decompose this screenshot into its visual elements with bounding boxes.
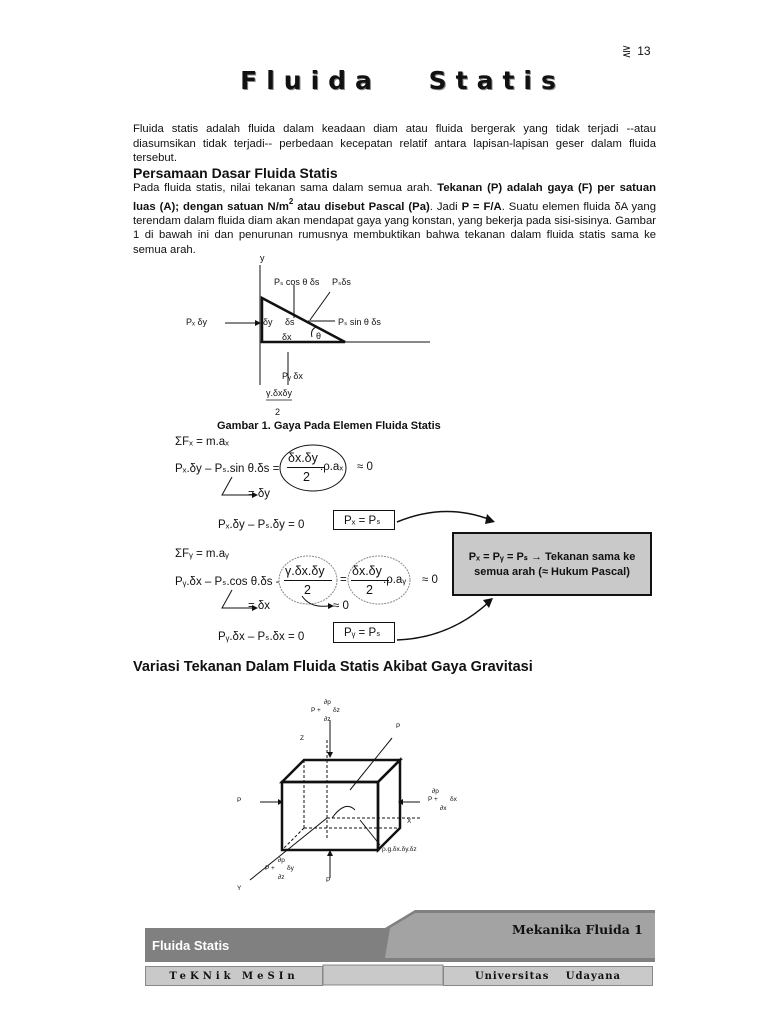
intro-paragraph: Fluida statis adalah fluida dalam keadaan diam atau fluida bergerak yang tidak terjadi --atau diasumsikan tidak terjadi-- perbedaan kecepatan relatif antara lapisan-lapisan geser dalam fluida tersebut. [133,123,656,164]
fig2-p-left: P [237,797,242,804]
page-number: ⋛ 13 [622,44,651,58]
eq-sum-fx: ΣFₓ = m.aₓ [175,436,229,448]
eq-fy-approx: ≈ 0 [422,574,438,586]
fig2-p-top-right: P [396,723,401,730]
fig2-top-p: P + [311,707,321,714]
fig2-y-axis: Y [237,885,242,892]
fig2-right-p: P + [428,796,438,803]
fig2-right-dp: ∂p [432,788,439,795]
footer-course-title: Mekanika Fluida 1 [512,922,643,937]
eq-fy-equals: = [340,574,347,586]
fig2-x-axis: X [407,818,412,825]
eq-fx-frac-den: 2 [303,470,310,484]
eq-fy-result: Pᵧ.δx – Pₛ.δx = 0 [218,631,305,643]
page-mark-icon: ⋛ [622,45,632,58]
fig2-bottom-dy: δy [287,865,294,872]
eq-fy-frac2-den: 2 [366,583,373,597]
eq-fx-after: .ρ.aₓ [320,461,344,473]
page-title: Fluida Statis [240,66,565,95]
fig2-right-d: ∂x [440,805,447,812]
footer-university: Universitas Udayana [443,966,653,986]
eq-fy-sub: = δx [248,600,271,612]
fig1-ps-cos-label: Pₛ cos θ δs [274,277,320,287]
fig2-weight-label: ρ.g.δx.δy.δz [382,846,417,853]
fig2-right-dx: δx [450,796,457,803]
figure-1-caption: Gambar 1. Gaya Pada Elemen Fluida Statis [217,420,441,432]
fig1-ps-ds-label: Pₛδs [332,277,351,287]
footer-chapter-title: Fluida Statis [152,938,230,953]
fig1-weight-numerator: γ.δxδy [266,388,293,398]
fig1-theta-label: θ [316,331,322,341]
figure-1-element-diagram [170,255,440,420]
fig1-dx-label: δx [282,332,292,342]
eq-fx-result-box: Pₓ = Pₛ [333,510,395,530]
eq-fy-frac1-den: 2 [304,583,311,597]
fig2-top-d: ∂z [324,716,331,723]
fig2-bottom-dp: ∂p [278,857,285,864]
fig2-z-axis: Z [300,735,304,742]
section-heading-gravity: Variasi Tekanan Dalam Fluida Statis Akibat Gaya Gravitasi [133,659,533,675]
eq-fy-frac1-bar [284,580,332,581]
eq-fx-frac-num: δx.δy [288,451,318,465]
figure-2-cube-diagram [220,690,480,895]
fig2-top-dp: ∂p [324,699,331,706]
eq-fy-approx-arrow [300,594,335,614]
fig2-bottom-p: P + [265,865,275,872]
fig2-bottom-d: ∂z [278,874,285,881]
eq-fx-sub: = δy [248,488,271,500]
fig1-ds-label: δs [285,317,295,327]
eq-fy-frac1-num: γ.δx.δy [285,564,325,578]
pascal-conclusion-box: Pₓ = Pᵧ = Pₛ → Tekanan sama ke semua arah (≈ Hukum Pascal) [452,532,652,596]
fig1-y-axis-label: y [260,255,265,263]
eq-fy-left: Pᵧ.δx – Pₛ.cos θ.δs - [175,576,280,588]
fig1-px-dy-label: Pₓ δy [186,317,207,327]
section-heading-basic: Persamaan Dasar Fluida Statis [133,165,338,181]
section1-paragraph: Pada fluida statis, nilai tekanan sama dalam semua arah. Tekanan (P) adalah gaya (F) per satuan luas (A); dengan satuan $N/m^2$ atau disebut Pascal (Pa). Jadi P = F/A. Suatu elemen fluida δA yang terendam dalam fluida diam akan mendapat gaya yang konstan, yang bekerja pada sisi-sisinya. Gambar 1 di bawah ini dan penurunan rumusnya membuktikan bahwa tekanan dalam fluida statis sama ke semua arah. [133,182,657,256]
eq-fx-left: Pₓ.δy – Pₛ.sin θ.δs = [175,463,280,475]
fig2-p-bottom: P [326,877,331,884]
eq-fx-approx: ≈ 0 [357,461,373,473]
eq-sum-fy: ΣFᵧ = m.aᵧ [175,548,229,560]
eq-fx-result: Pₓ.δy – Pₛ.δy = 0 [218,519,305,531]
footer-department: TeKNik MeSIn [145,966,323,986]
eq-fy-sub-approx: ≈ 0 [333,600,349,612]
fig1-weight-denominator: 2 [275,407,281,417]
eq-fy-after: .ρ.aᵧ [383,574,407,586]
fig1-py-dx-label: Pᵧ δx [282,371,303,381]
eq-fy-result-box: Pᵧ = Pₛ [333,622,395,643]
eq-fy-frac2-num: δx.δy [352,564,382,578]
fig1-ps-sin-label: Pₛ sin θ δs [338,317,381,327]
fig1-dy-label: δy [263,317,273,327]
fig2-top-dz: δz [333,707,340,714]
